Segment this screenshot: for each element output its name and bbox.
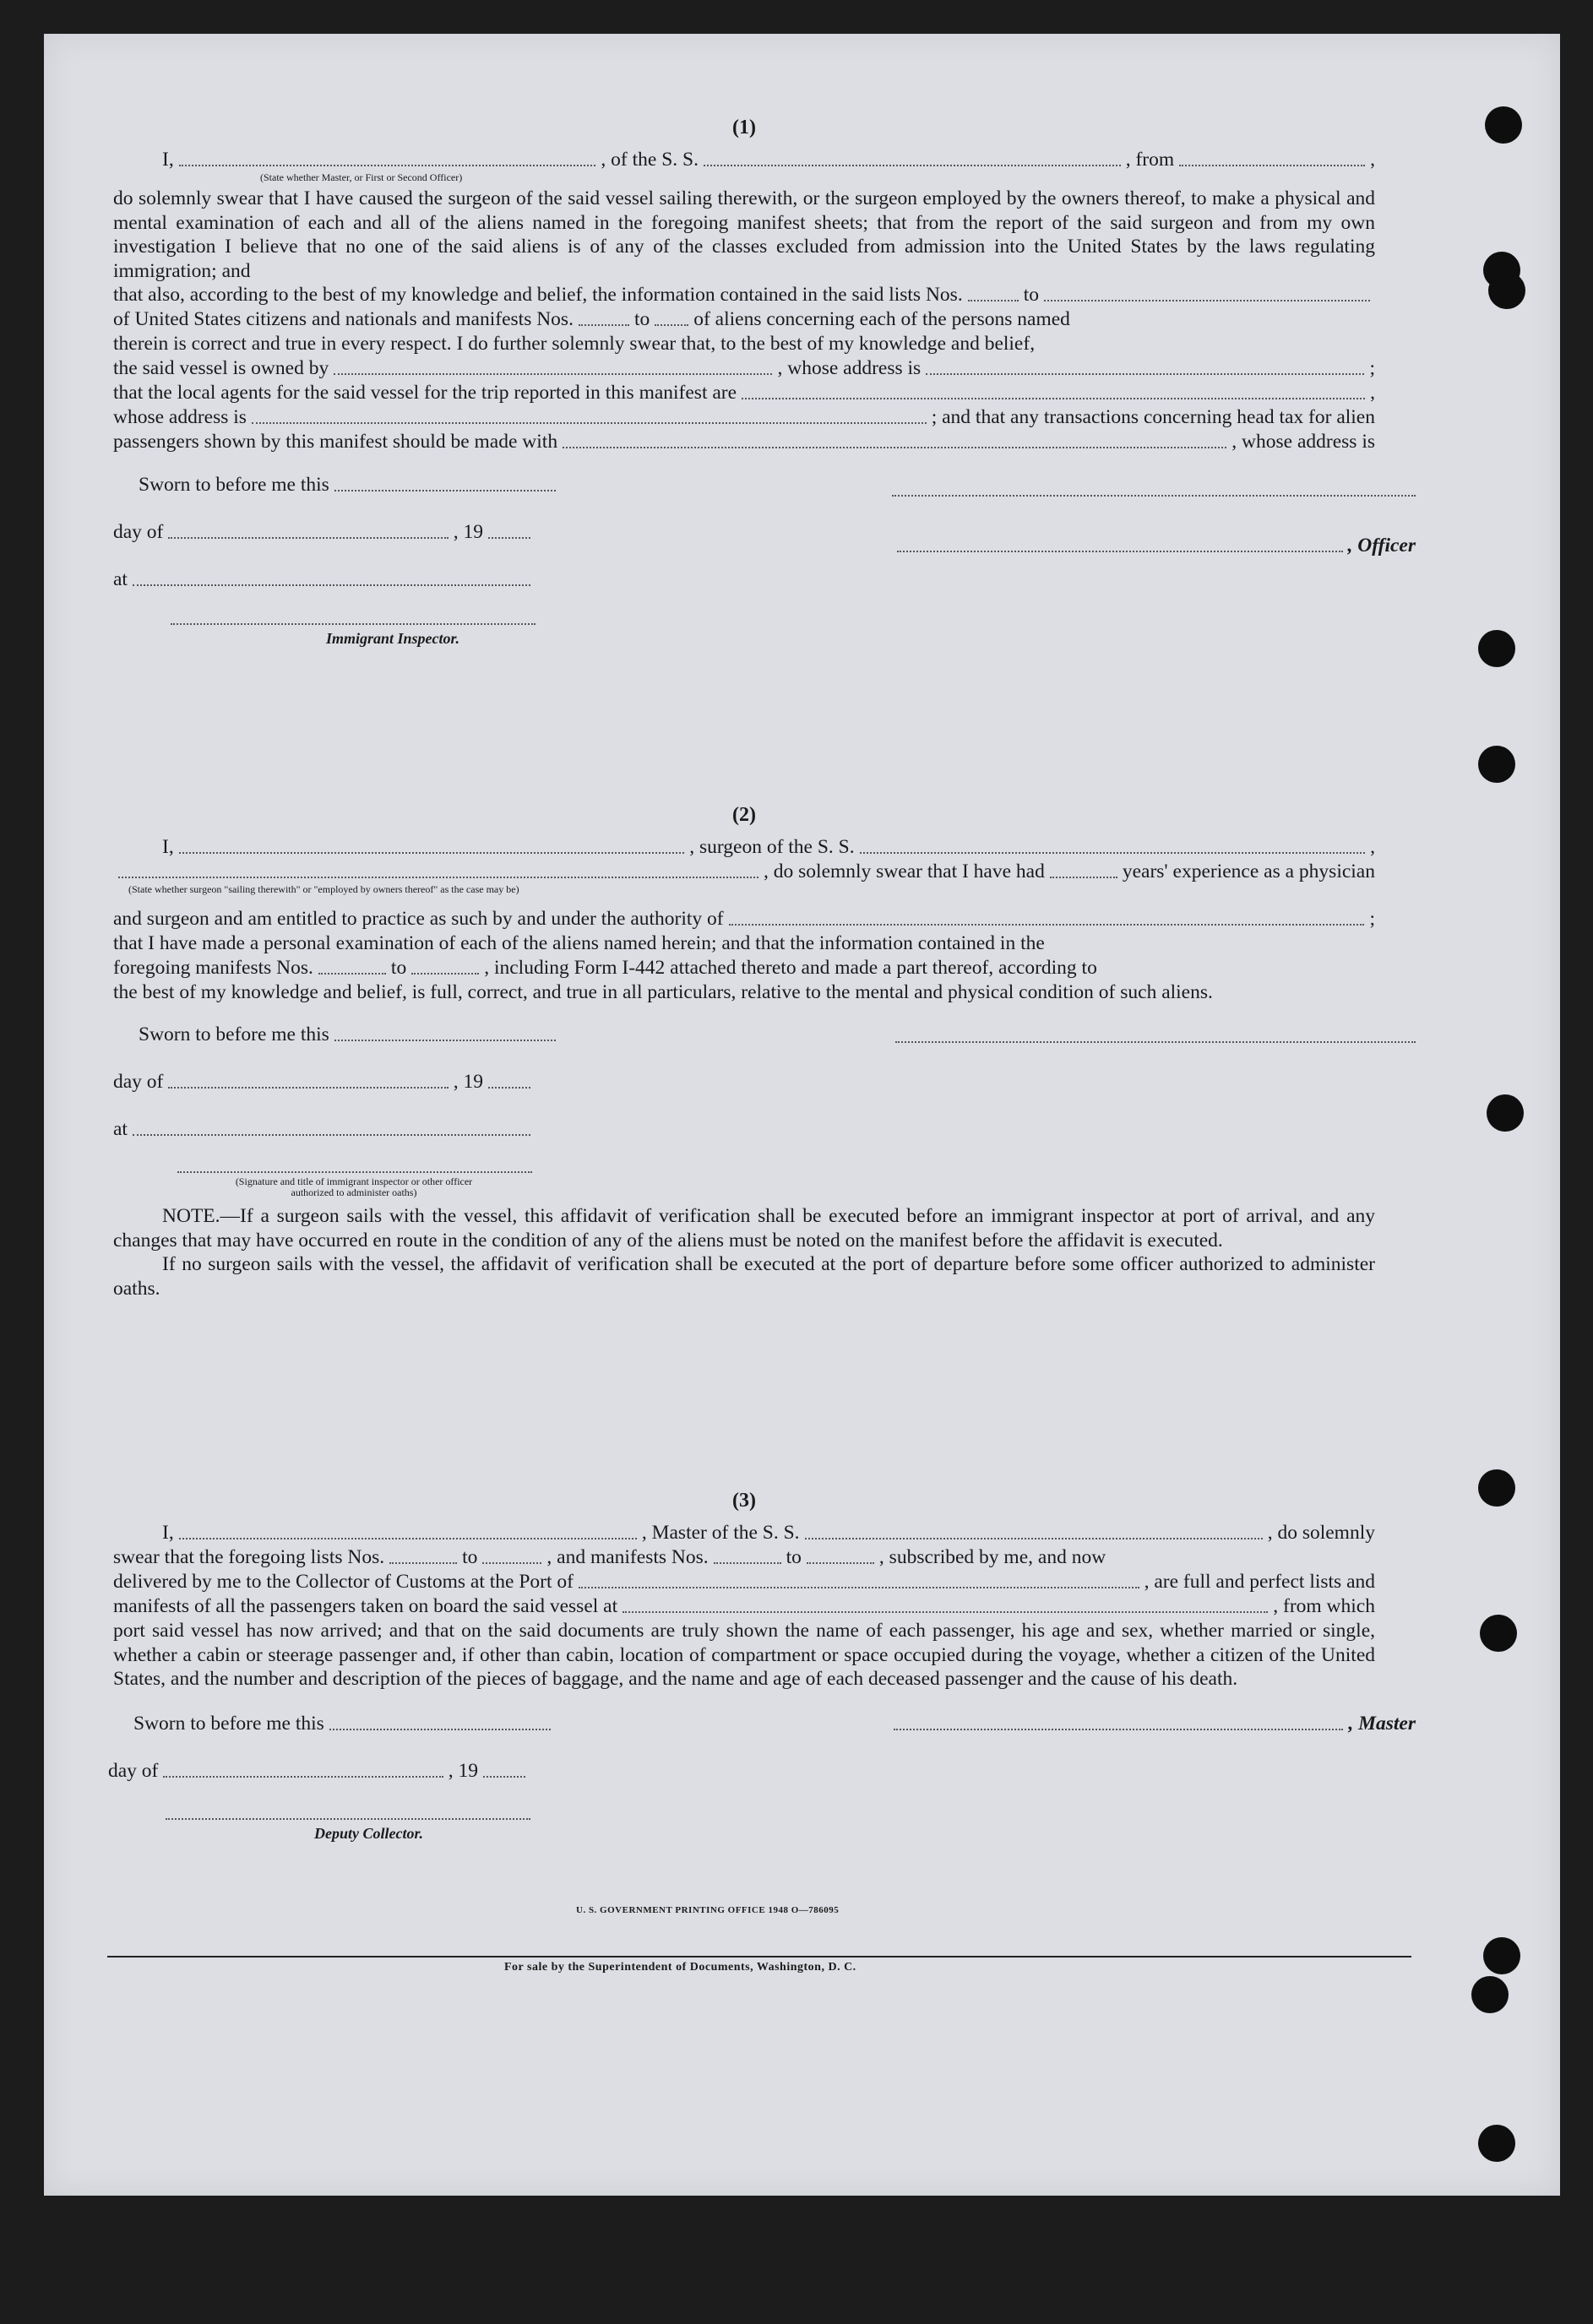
- to-label: to: [462, 1546, 478, 1568]
- agents-address-field[interactable]: [252, 421, 927, 424]
- master-name-field[interactable]: [179, 1537, 637, 1539]
- text: that also, according to the best of my knowledge and belief, the information contained in the said lists Nos.: [113, 284, 963, 306]
- punch-hole: [1471, 1976, 1509, 2013]
- punct: ;: [1369, 908, 1375, 930]
- master-signature-field[interactable]: [894, 1728, 1343, 1730]
- surgeon-name-field[interactable]: [179, 851, 685, 854]
- manifest-from-field[interactable]: [318, 972, 386, 975]
- sworn-label: Sworn to before me this: [139, 473, 329, 496]
- sig-note: (Signature and title of immigrant inspector or other officer authorized to administer oaths): [235, 1176, 473, 1198]
- lists-from-field[interactable]: [389, 1561, 457, 1564]
- sworn-label: Sworn to before me this: [139, 1024, 329, 1045]
- form-page: [44, 34, 1560, 2196]
- text: , whose address is: [1231, 430, 1375, 453]
- authority-field[interactable]: [729, 923, 1365, 926]
- text: swear that the foregoing lists Nos.: [113, 1546, 385, 1568]
- text: , from which: [1273, 1595, 1375, 1617]
- of-ss-label: , of the S. S.: [601, 149, 699, 171]
- place-field[interactable]: [133, 1133, 530, 1136]
- owner-address-field[interactable]: [926, 372, 1364, 375]
- text: the said vessel is owned by: [113, 356, 329, 379]
- affidavit-master-customs: [108, 1490, 1416, 1847]
- officer-label: , Officer: [1347, 534, 1416, 557]
- surgeon-status-field[interactable]: [118, 876, 758, 878]
- manifests-from-field[interactable]: [714, 1561, 781, 1564]
- text: , whose address is: [777, 356, 922, 379]
- year-label: , 19: [453, 1071, 483, 1093]
- dayof-label: day of: [113, 1071, 164, 1093]
- officer-field[interactable]: [897, 550, 1343, 552]
- to-label: to: [1023, 284, 1039, 306]
- punch-hole: [1483, 1937, 1520, 1974]
- inspector-signature-line[interactable]: [171, 623, 536, 625]
- year-field[interactable]: [488, 1086, 530, 1089]
- name-field[interactable]: [179, 164, 596, 166]
- i-label: I,: [162, 1522, 174, 1544]
- note-paragraph: If no surgeon sails with the vessel, the affidavit of verification shall be executed at the port of departure before some officer authorized to administer oaths.: [113, 1253, 1375, 1300]
- state-note: (State whether surgeon "sailing therewith" or "employed by owners thereof" as the case may be): [128, 883, 519, 895]
- master-label: , Master: [1348, 1712, 1416, 1735]
- punch-hole: [1478, 2125, 1515, 2162]
- sworn-date-field[interactable]: [329, 1728, 551, 1730]
- surgeon-signature-line[interactable]: [895, 1041, 1416, 1043]
- agents-field[interactable]: [742, 397, 1365, 399]
- list-from-field[interactable]: [968, 299, 1019, 301]
- officer-signature-line[interactable]: [892, 495, 1416, 497]
- port-field[interactable]: [579, 1586, 1139, 1588]
- text: of aliens concerning each of the persons named: [693, 308, 1070, 330]
- years-field[interactable]: [1050, 876, 1117, 878]
- month-field[interactable]: [163, 1775, 443, 1778]
- text: , including Form I-442 attached thereto and made a part thereof, according to: [484, 956, 1097, 979]
- text: foregoing manifests Nos.: [113, 956, 313, 979]
- text: , do solemnly: [1267, 1522, 1375, 1544]
- owner-field[interactable]: [334, 372, 772, 375]
- surgeon-vessel-field[interactable]: [860, 851, 1366, 854]
- month-field[interactable]: [168, 1086, 448, 1089]
- punch-hole: [1487, 1094, 1524, 1132]
- punch-hole: [1480, 1615, 1517, 1652]
- place-field[interactable]: [133, 584, 530, 586]
- gpo-imprint: U. S. GOVERNMENT PRINTING OFFICE 1948 O—786095: [576, 1905, 840, 1915]
- signature-line[interactable]: [177, 1171, 532, 1173]
- punct: ,: [1370, 149, 1376, 171]
- to-label: to: [390, 956, 407, 979]
- vessel-field[interactable]: [805, 1537, 1263, 1539]
- to-label: to: [633, 308, 650, 330]
- text: the best of my knowledge and belief, is full, correct, and true in all particulars, relative to the mental and physical condition of such aliens.: [113, 980, 1213, 1003]
- punch-hole: [1485, 106, 1522, 144]
- text: and surgeon and am entitled to practice as such by and under the authority of: [113, 908, 724, 930]
- oath-paragraph: do solemnly swear that I have caused the surgeon of the said vessel sailing therewith, or the surgeon employed by the owners thereof, to make a physical and mental examination of each and all of the aliens named in the foregoing manifest sheets; that from the report of the said surgeon and from my own investigation I believe that no one of the said aliens is of any of the classes excluded from admission into the United States by the laws regulating immigration; and: [113, 187, 1375, 282]
- text: , and manifests Nos.: [546, 1546, 709, 1568]
- punch-hole: [1478, 746, 1515, 783]
- text: , Master of the S. S.: [641, 1522, 800, 1544]
- sworn-date-field[interactable]: [334, 489, 556, 491]
- punct: ;: [1369, 356, 1375, 379]
- manifest-from-field[interactable]: [579, 323, 629, 326]
- dayof-label: day of: [113, 520, 164, 543]
- affidavit-surgeon: [113, 804, 1375, 1300]
- year-label: , 19: [453, 520, 483, 543]
- text: therein is correct and true in every respect. I do further solemnly swear that, to the best of my knowledge and belief,: [113, 333, 1036, 355]
- text: port said vessel has now arrived; and that on the said documents are truly shown the name of each passenger, his age and sex, whether married or single, whether a cabin or steerage passenger and, if other than cabin, location of compartment or space occupied during the voyage, whether a citizen of the United States, and the number and description of the pieces of baggage, and the name and age of each deceased passenger and the cause of his death.: [113, 1620, 1375, 1690]
- at-label: at: [113, 567, 128, 590]
- lists-to-field[interactable]: [482, 1561, 541, 1564]
- punch-hole: [1488, 272, 1525, 309]
- manifest-to-field[interactable]: [411, 972, 479, 975]
- text: , do solemnly swear that I have had: [764, 861, 1045, 882]
- sworn-label: Sworn to before me this: [133, 1712, 324, 1735]
- sale-imprint: For sale by the Superintendent of Documents, Washington, D. C.: [504, 1961, 856, 1974]
- port-field[interactable]: [1179, 164, 1365, 166]
- vessel-field[interactable]: [704, 164, 1121, 166]
- punch-hole: [1478, 630, 1515, 667]
- text: whose address is: [113, 405, 247, 428]
- text: that the local agents for the said vessel for the trip reported in this manifest are: [113, 381, 737, 404]
- year-field[interactable]: [488, 536, 530, 539]
- punct: ,: [1370, 381, 1375, 404]
- note-paragraph: NOTE.—If a surgeon sails with the vessel, this affidavit of verification shall be executed before an immigrant inspector at port of arrival, and any changes that may have occurred en route in the condition of any of the aliens must be noted on the manifest before the affidavit is executed.: [113, 1205, 1375, 1252]
- text: , subscribed by me, and now: [878, 1546, 1106, 1568]
- at-label: at: [113, 1118, 128, 1140]
- manifest-to-field[interactable]: [655, 323, 688, 326]
- inspector-label: Immigrant Inspector.: [326, 629, 460, 647]
- punch-hole: [1478, 1469, 1515, 1507]
- text: manifests of all the passengers taken on board the said vessel at: [113, 1595, 618, 1617]
- text: passengers shown by this manifest should be made with: [113, 430, 558, 453]
- state-note: (State whether Master, or First or Second Officer): [260, 171, 463, 183]
- to-label: to: [786, 1546, 802, 1568]
- text: that I have made a personal examination of each of the aliens named herein; and that the information contained in the: [113, 932, 1045, 954]
- dayof-label: day of: [108, 1759, 159, 1782]
- i-label: I,: [162, 149, 174, 171]
- manifests-to-field[interactable]: [807, 1561, 874, 1564]
- affidavit-master: [113, 117, 1416, 667]
- section-heading: (2): [732, 804, 756, 826]
- text: delivered by me to the Collector of Customs at the Port of: [113, 1571, 574, 1593]
- text: ; and that any transactions concerning head tax for alien: [931, 405, 1375, 428]
- head-tax-field[interactable]: [563, 446, 1226, 448]
- boarding-port-field[interactable]: [623, 1610, 1268, 1613]
- deputy-label: Deputy Collector.: [314, 1824, 423, 1842]
- year-field[interactable]: [483, 1775, 525, 1778]
- text: , surgeon of the S. S.: [689, 836, 855, 858]
- month-field[interactable]: [168, 536, 448, 539]
- year-label: , 19: [448, 1759, 478, 1782]
- sworn-date-field[interactable]: [334, 1039, 556, 1041]
- from-label: , from: [1125, 149, 1175, 171]
- list-to-field[interactable]: [1044, 299, 1370, 301]
- text: years' experience as a physician: [1122, 861, 1375, 882]
- section-heading: (1): [732, 117, 756, 138]
- punct: ,: [1370, 836, 1376, 858]
- text: , are full and perfect lists and: [1144, 1571, 1375, 1593]
- footer-rule: [107, 1956, 1411, 1957]
- text: of United States citizens and nationals and manifests Nos.: [113, 308, 574, 330]
- i-label: I,: [162, 836, 174, 858]
- collector-signature-line[interactable]: [166, 1818, 530, 1820]
- section-heading: (3): [732, 1490, 756, 1512]
